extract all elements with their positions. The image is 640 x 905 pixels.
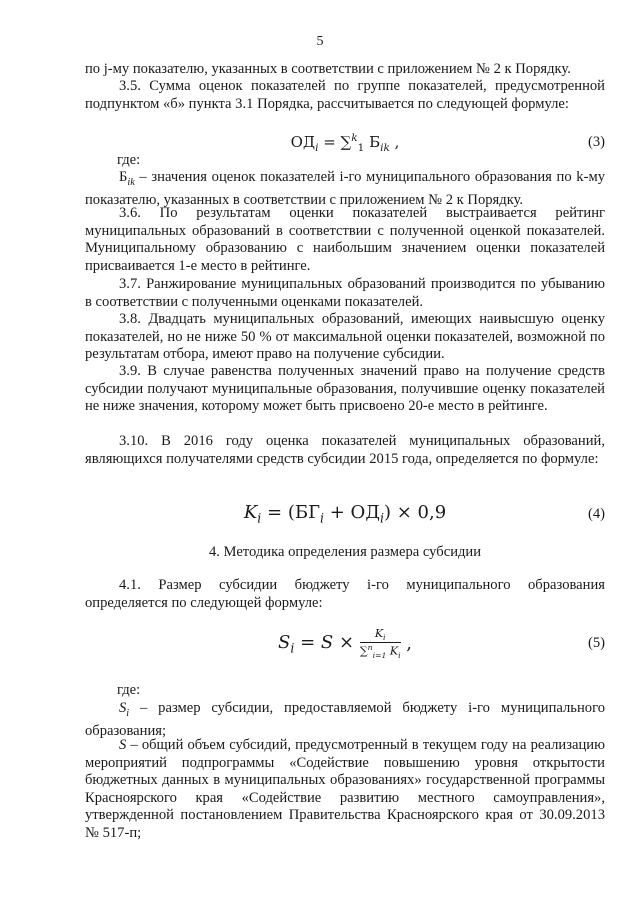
formula-5-total: S <box>320 631 334 653</box>
paragraph-3-6: 3.6. По результатам оценки показателей выстраивается рейтинг муниципальных образований в соответствии с полученной оценкой показателей. Муниципальному образованию с наибольшим значением оценки показателей присваивается 1-е место в рейтинге. <box>85 205 605 274</box>
formula-5-denom-k: K <box>389 644 399 658</box>
formula-5-sum-to: n <box>367 643 373 653</box>
formula-3-lhs: ОД <box>290 133 316 151</box>
formula-5-s-sub: i <box>290 640 295 656</box>
formula-3-lhs-sub: i <box>315 142 319 154</box>
formula-4-bg-sub: i <box>320 510 325 526</box>
formula-3-expression <box>85 132 605 154</box>
formula-4-k: K <box>243 502 258 523</box>
formula-3-term: Б <box>364 133 381 151</box>
where-label-2: где: <box>117 682 141 698</box>
formula-4-od-sub: i <box>379 510 384 526</box>
formula-5-sum: ∑ <box>359 644 368 658</box>
formula-4 <box>85 500 605 540</box>
paragraph-3-7: 3.7. Ранжирование муниципальных образований производится по убыванию в соответствии с полученными оценками показателей. <box>85 276 605 310</box>
si-sub: i <box>126 707 130 719</box>
si-text: – размер субсидии, предоставляемой бюджету i-го муниципального образования; <box>85 700 605 739</box>
bik-symbol: Б <box>119 169 128 185</box>
formula-4-expression <box>85 502 605 526</box>
formula-4-plus: + ОД <box>324 502 380 523</box>
formula-5-tail: , <box>400 633 413 655</box>
section-4-heading: 4. Методика определения размера субсидии <box>208 544 482 560</box>
formula-4-mid: = (БГ <box>261 502 320 523</box>
paragraph-continuation: по j-му показателю, указанных в соответствии с приложением № 2 к Порядку. <box>85 61 571 77</box>
where-label-1: где: <box>117 152 141 168</box>
formula-3-tail: , <box>389 133 400 151</box>
formula-3-number: (3) <box>587 134 605 150</box>
s-text: – общий объем субсидий, предусмотренный в текущем году на реализацию мероприятий подпрограммы «Содействие повышению уровня открытости бюджетных данных в муниципальных образованиях» государственной программы Красноярского края «Содействие развитию местного самоуправления», утвержденной постановлением Правительства Красноярского края от 30.09.2013 № 517-п; <box>85 737 605 841</box>
paragraph-bik-definition <box>85 169 605 209</box>
s-symbol: S <box>119 737 127 753</box>
formula-4-k-sub: i <box>257 510 262 526</box>
formula-3-term-sub: ik <box>380 142 390 154</box>
formula-3-sum-from: 1 <box>357 142 365 154</box>
formula-4-number: (4) <box>587 506 605 522</box>
formula-5-sum-from: i=1 <box>372 651 387 661</box>
formula-5-numerator-sub: i <box>383 633 386 643</box>
bik-sub: ik <box>127 176 135 188</box>
formula-5-number: (5) <box>587 635 605 651</box>
formula-5-eq: = <box>294 631 321 653</box>
paragraph-s-definition <box>85 737 605 843</box>
formula-5-s: S <box>277 631 291 653</box>
bik-text: – значения оценок показателей i-го муниципального образования по k-му показателю, указанных в соответствии с приложением № 2 к Порядку. <box>85 169 605 208</box>
formula-5 <box>85 627 605 675</box>
paragraph-3-10: 3.10. В 2016 году оценка показателей муниципальных образований, являющихся получателями средств субсидии 2015 года, определяется по формуле: <box>85 433 605 467</box>
formula-5-expression <box>85 627 605 660</box>
paragraph-si-definition <box>85 700 605 740</box>
paragraph-4-1: 4.1. Размер субсидии бюджету i-го муниципального образования определяется по следующей формуле: <box>85 577 605 611</box>
page-number: 5 <box>316 34 324 49</box>
si-symbol: S <box>119 700 127 716</box>
formula-3-sum-to: k <box>351 132 358 144</box>
formula-4-tail: ) × 0,9 <box>383 502 447 523</box>
paragraph-3-5: 3.5. Сумма оценок показателей по группе показателей, предусмотренной подпунктом «б» пункта 3.1 Порядка, рассчитывается по следующей формуле: <box>85 78 605 112</box>
formula-5-numerator: K <box>374 627 384 640</box>
paragraph-3-9: 3.9. В случае равенства полученных значений право на получение средств субсидии получают муниципальные образования, получившие оценку показателей не ниже значения, которому может быть присвоено 20-е место в рейтинге. <box>85 363 605 415</box>
paragraph-3-8: 3.8. Двадцать муниципальных образований, имеющих наивысшую оценку показателей, но не ниже 50 % от максимальной оценки показателей, возможной по результатам отбора, имеют право на получение субсидии. <box>85 311 605 363</box>
formula-5-times: × <box>333 631 360 653</box>
formula-3-eq: = ∑ <box>318 133 352 151</box>
formula-5-denom-sub: i <box>398 651 401 661</box>
formula-5-fraction <box>360 627 401 660</box>
